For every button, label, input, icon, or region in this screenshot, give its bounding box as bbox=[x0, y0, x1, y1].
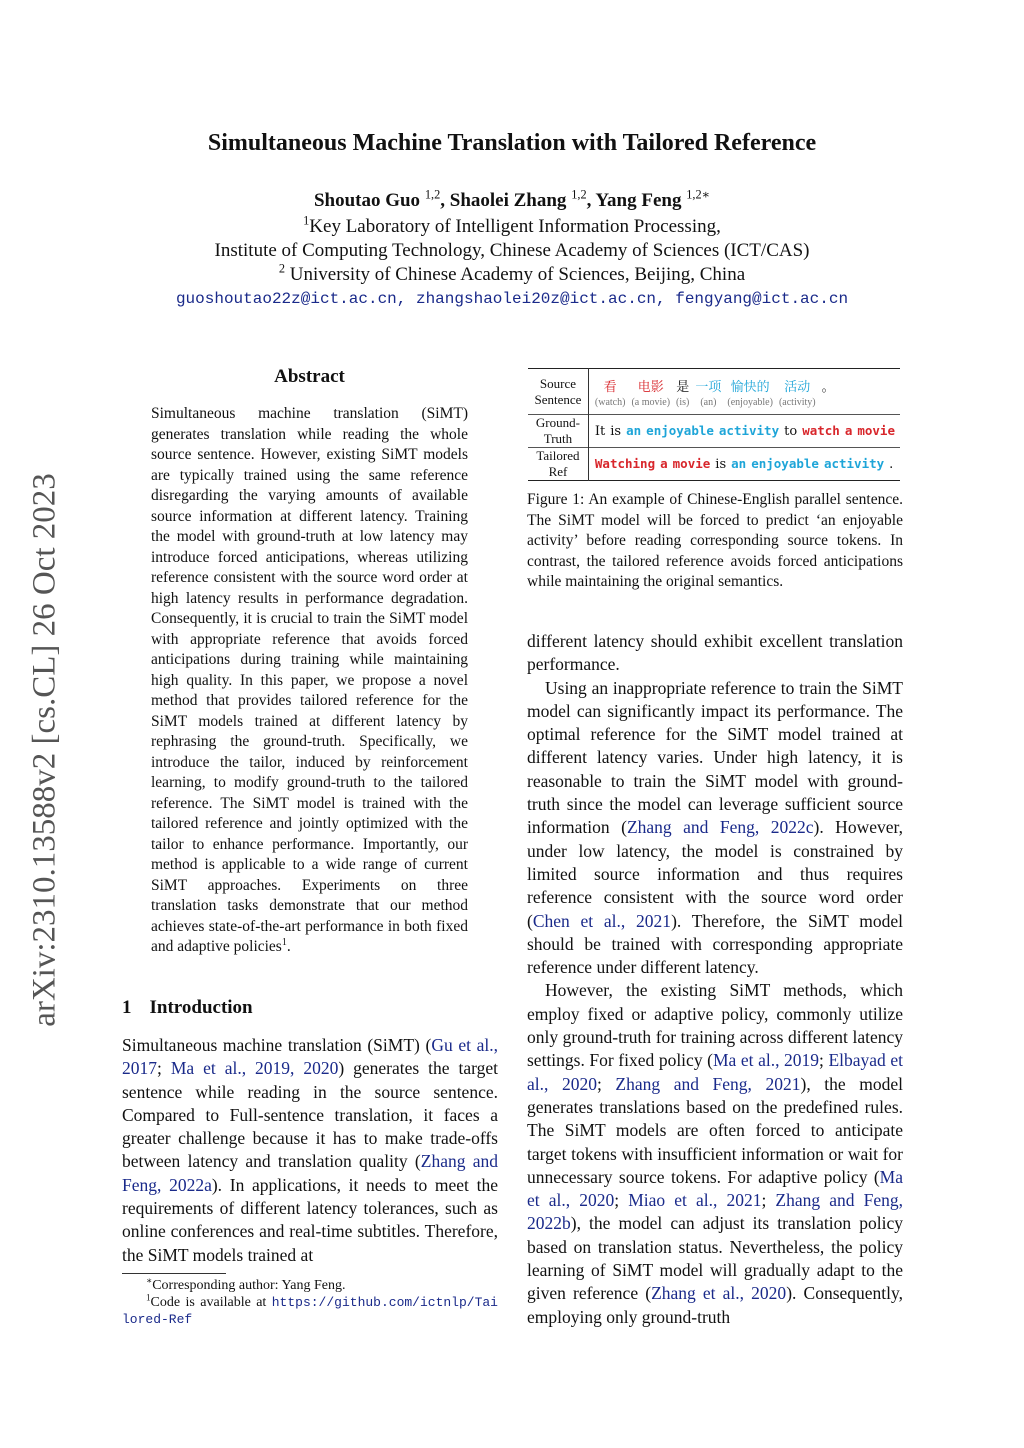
author-name: Shaolei Zhang bbox=[449, 190, 567, 211]
source-token bbox=[822, 376, 835, 408]
affiliation-2 bbox=[0, 261, 1024, 286]
ground-truth-cell bbox=[588, 415, 900, 448]
source-token-gloss: (a movie) bbox=[631, 396, 671, 408]
text-run: Simultaneous machine translation (SiMT) ( bbox=[122, 1035, 432, 1055]
source-sentence-cell bbox=[588, 369, 900, 415]
source-token bbox=[695, 376, 721, 408]
footnote-text: Code is available at bbox=[150, 1295, 272, 1310]
text-run: ), the model generates translations based on the predefined rules. The SiMT models are often forced to anticipate target tokens with insufficient information or wait for unnecessary source tokens. For adaptive policy ( bbox=[527, 1073, 903, 1187]
author-emails[interactable]: guoshoutao22z@ict.ac.cn, zhangshaolei20z@ict.ac.cn, fengyang@ict.ac.cn bbox=[175, 290, 849, 308]
section-heading-introduction bbox=[122, 997, 253, 1019]
text-run: ; bbox=[761, 1190, 776, 1211]
source-token-text: 。 bbox=[821, 379, 835, 395]
text-run: ; bbox=[596, 1073, 616, 1094]
footnote-2 bbox=[122, 1294, 498, 1328]
abstract-text: Simultaneous machine translation (SiMT) generates translation while reading the whole source sentence. However, existing SiMT models are typically trained using the same reference disregarding the varying amounts of available source information at different latency. Training the model with ground-truth at low latency may introduce forced anticipations, whereas utilizing reference consistent with the source word order at high latency results in performance degradation. Consequently, it is crucial to train the SiMT model with appropriate reference that avoids forced anticipations during training while maintaining high quality. In this paper, we propose a novel method that provides tailored reference for the SiMT models trained at different latency by rephrasing the ground-truth. Specifically, we introduce the tailor, induced by reinforcement learning, to modify ground-truth to the tailored reference. The SiMT model is trained with the tailored reference and jointly optimized with the tailor to enhance performance. Importantly, our method is applicable to a wide range of current SiMT approaches. Experiments on three translation tasks demonstrate that our method achieves state-of-the-art performance in both fixed and adaptive policies bbox=[151, 405, 468, 955]
source-token-text: 愉快的 bbox=[730, 379, 770, 395]
target-token: enjoyable bbox=[751, 456, 819, 471]
target-token: is bbox=[610, 424, 622, 439]
footnote-divider bbox=[122, 1273, 226, 1274]
paragraph bbox=[527, 677, 903, 980]
target-token: activity bbox=[718, 423, 780, 438]
target-token: an bbox=[731, 456, 747, 471]
source-token-text: 看 bbox=[603, 379, 617, 395]
footnote-text: Corresponding author: Yang Feng. bbox=[152, 1278, 346, 1293]
footnote-mark: ∗ bbox=[146, 1275, 153, 1286]
citation-link[interactable]: Zhang and Feng, 2022c bbox=[626, 817, 814, 838]
target-token: a bbox=[844, 423, 853, 438]
text-run: ; bbox=[614, 1190, 629, 1211]
target-token: It bbox=[594, 424, 606, 439]
right-column-body bbox=[527, 630, 903, 1329]
target-token: a bbox=[660, 456, 668, 471]
author-affiliation-mark: 1,2 bbox=[571, 187, 587, 202]
section-title: Introduction bbox=[149, 997, 253, 1018]
introduction-body bbox=[122, 1034, 498, 1267]
text-run: ). Therefore, the SiMT model should be trained with corresponding appropriate reference under different latency. bbox=[527, 910, 903, 978]
source-token bbox=[779, 376, 816, 408]
citation-link[interactable]: Elbayad et al., 2020 bbox=[527, 1050, 903, 1094]
affiliation-1 bbox=[0, 213, 1024, 238]
footnote-mark: 1 bbox=[146, 1292, 151, 1303]
citation-link[interactable]: Zhang and Feng, 2022b bbox=[527, 1190, 903, 1234]
abstract-heading: Abstract bbox=[274, 366, 345, 387]
source-token-gloss: (an) bbox=[700, 396, 717, 408]
target-token: Watching bbox=[594, 456, 656, 471]
footnote-1 bbox=[122, 1277, 498, 1294]
source-token-gloss: (is) bbox=[676, 396, 690, 408]
source-token-text: 是 bbox=[676, 379, 690, 395]
text-run: ), the model can adjust its translation policy based on translation status. Nevertheless, the policy learning of SiMT model will gradually adapt to the given reference ( bbox=[527, 1213, 903, 1304]
arxiv-identifier: arXiv:2310.13588v2 [cs.CL] 26 Oct 2023 bbox=[26, 473, 63, 1027]
text-run: Using an inappropriate reference to train the SiMT model can significantly impact its performance. The optimal reference for the SiMT model trained at different latency varies. Under high latency, it is reasonable to train the SiMT model with ground-truth since the model can leverage sufficient source information ( bbox=[527, 677, 903, 838]
source-token bbox=[595, 376, 626, 408]
code-url-link[interactable]: https://github.com/ictnlp/Tailored-Ref bbox=[122, 1295, 498, 1327]
affiliation-text: University of Chinese Academy of Sciences, Beijing, China bbox=[289, 264, 746, 285]
citation-link[interactable]: Ma et al., 2019, 2020 bbox=[170, 1058, 339, 1079]
target-token: . bbox=[889, 457, 894, 472]
target-token: enjoyable bbox=[646, 423, 714, 438]
target-token: movie bbox=[672, 456, 711, 471]
affiliation-1-line2: Institute of Computing Technology, Chinese Academy of Sciences (ICT/CAS) bbox=[214, 240, 810, 261]
target-token: activity bbox=[823, 456, 885, 471]
text-run: ). Consequently, employing only ground-truth bbox=[527, 1283, 904, 1327]
source-token bbox=[727, 376, 773, 408]
citation-link[interactable]: Zhang and Feng, 2021 bbox=[615, 1073, 801, 1094]
source-token bbox=[631, 376, 670, 408]
row-label-source: Source Sentence bbox=[528, 369, 588, 415]
source-token-gloss: (enjoyable) bbox=[727, 396, 773, 408]
affiliation-text: Key Laboratory of Intelligent Information Processing, bbox=[309, 216, 721, 237]
author-list: Shoutao Guo $^{1,2}$, Shaolei Zhang $^{1,2}$, Yang Feng $^{1,2∗}$ bbox=[313, 187, 711, 211]
text-run: However, the existing SiMT methods, which employ fixed or adaptive policy, commonly utilize only ground-truth for training across different latency settings. For fixed policy ( bbox=[527, 980, 903, 1071]
affiliation-mark: 1 bbox=[303, 213, 310, 228]
citation-link[interactable]: Ma et al., 2019 bbox=[712, 1050, 820, 1071]
paragraph: different latency should exhibit excellent translation performance. bbox=[527, 631, 903, 675]
target-token: an bbox=[626, 423, 642, 438]
source-token-gloss bbox=[822, 397, 835, 408]
citation-link[interactable]: Gu et al., 2017 bbox=[122, 1035, 498, 1079]
text-run: ; bbox=[157, 1058, 171, 1079]
target-token: to bbox=[784, 424, 798, 439]
row-label-ground-truth: Ground-Truth bbox=[528, 415, 588, 448]
text-run: ) generates the target sentence while reading in the source sentence. Compared to Full-sentence translation, it faces a greater challenge because it has to make trade-offs between latency and translation quality ( bbox=[122, 1058, 499, 1172]
paragraph bbox=[527, 979, 903, 1328]
citation-link[interactable]: Miao et al., 2021 bbox=[628, 1190, 762, 1211]
paper-title: Simultaneous Machine Translation with Tailored Reference bbox=[207, 130, 817, 156]
source-token-gloss: (activity) bbox=[778, 396, 816, 408]
footnotes bbox=[122, 1277, 498, 1328]
source-token-gloss: (watch) bbox=[594, 396, 626, 408]
author-affiliation-mark: 1,2∗ bbox=[686, 187, 711, 202]
citation-link[interactable]: Zhang et al., 2020 bbox=[651, 1283, 787, 1304]
target-token: is bbox=[715, 457, 727, 472]
citation-link[interactable]: Zhang and Feng, 2022a bbox=[122, 1151, 498, 1195]
author-affiliation-mark: 1,2 bbox=[424, 187, 441, 202]
abstract-body bbox=[151, 404, 468, 958]
row-label-tailored: Tailored Ref bbox=[528, 448, 588, 481]
author-name: Shoutao Guo bbox=[313, 190, 421, 211]
figure-1-caption: Figure 1: An example of Chinese-English parallel sentence. The SiMT model will be forced to predict ‘an enjoyable activity’ before reading corresponding source tokens. In contrast, the tailored reference avoids forced anticipations while maintaining the original semantics. bbox=[527, 491, 903, 590]
citation-link[interactable]: Ma et al., 2020 bbox=[527, 1166, 903, 1211]
section-number: 1 bbox=[122, 997, 132, 1018]
source-token-text: 一项 bbox=[695, 379, 722, 395]
abstract-end: . bbox=[286, 938, 291, 955]
target-token: watch bbox=[802, 423, 840, 438]
text-run: ). However, under low latency, the model is constrained by limited source information and thus requires reference consistent with the source word order ( bbox=[527, 817, 903, 931]
author-name: Yang Feng bbox=[595, 190, 682, 211]
target-token: movie bbox=[857, 423, 895, 438]
source-token bbox=[676, 376, 689, 408]
text-run: ). In applications, it needs to meet the requirements of different latency tolerances, such as online conferences and real-time subtitles. Therefore, the SiMT models trained at bbox=[122, 1174, 498, 1265]
source-token-text: 活动 bbox=[784, 379, 811, 395]
affiliation-mark: 2 bbox=[278, 261, 286, 276]
citation-link[interactable]: Chen et al., 2021 bbox=[532, 910, 672, 931]
tailored-ref-cell bbox=[588, 448, 900, 481]
figure-1-table bbox=[528, 368, 900, 481]
text-run: ; bbox=[819, 1050, 829, 1071]
source-token-text: 电影 bbox=[637, 379, 664, 395]
footnote-mark[interactable]: 1 bbox=[281, 936, 287, 948]
